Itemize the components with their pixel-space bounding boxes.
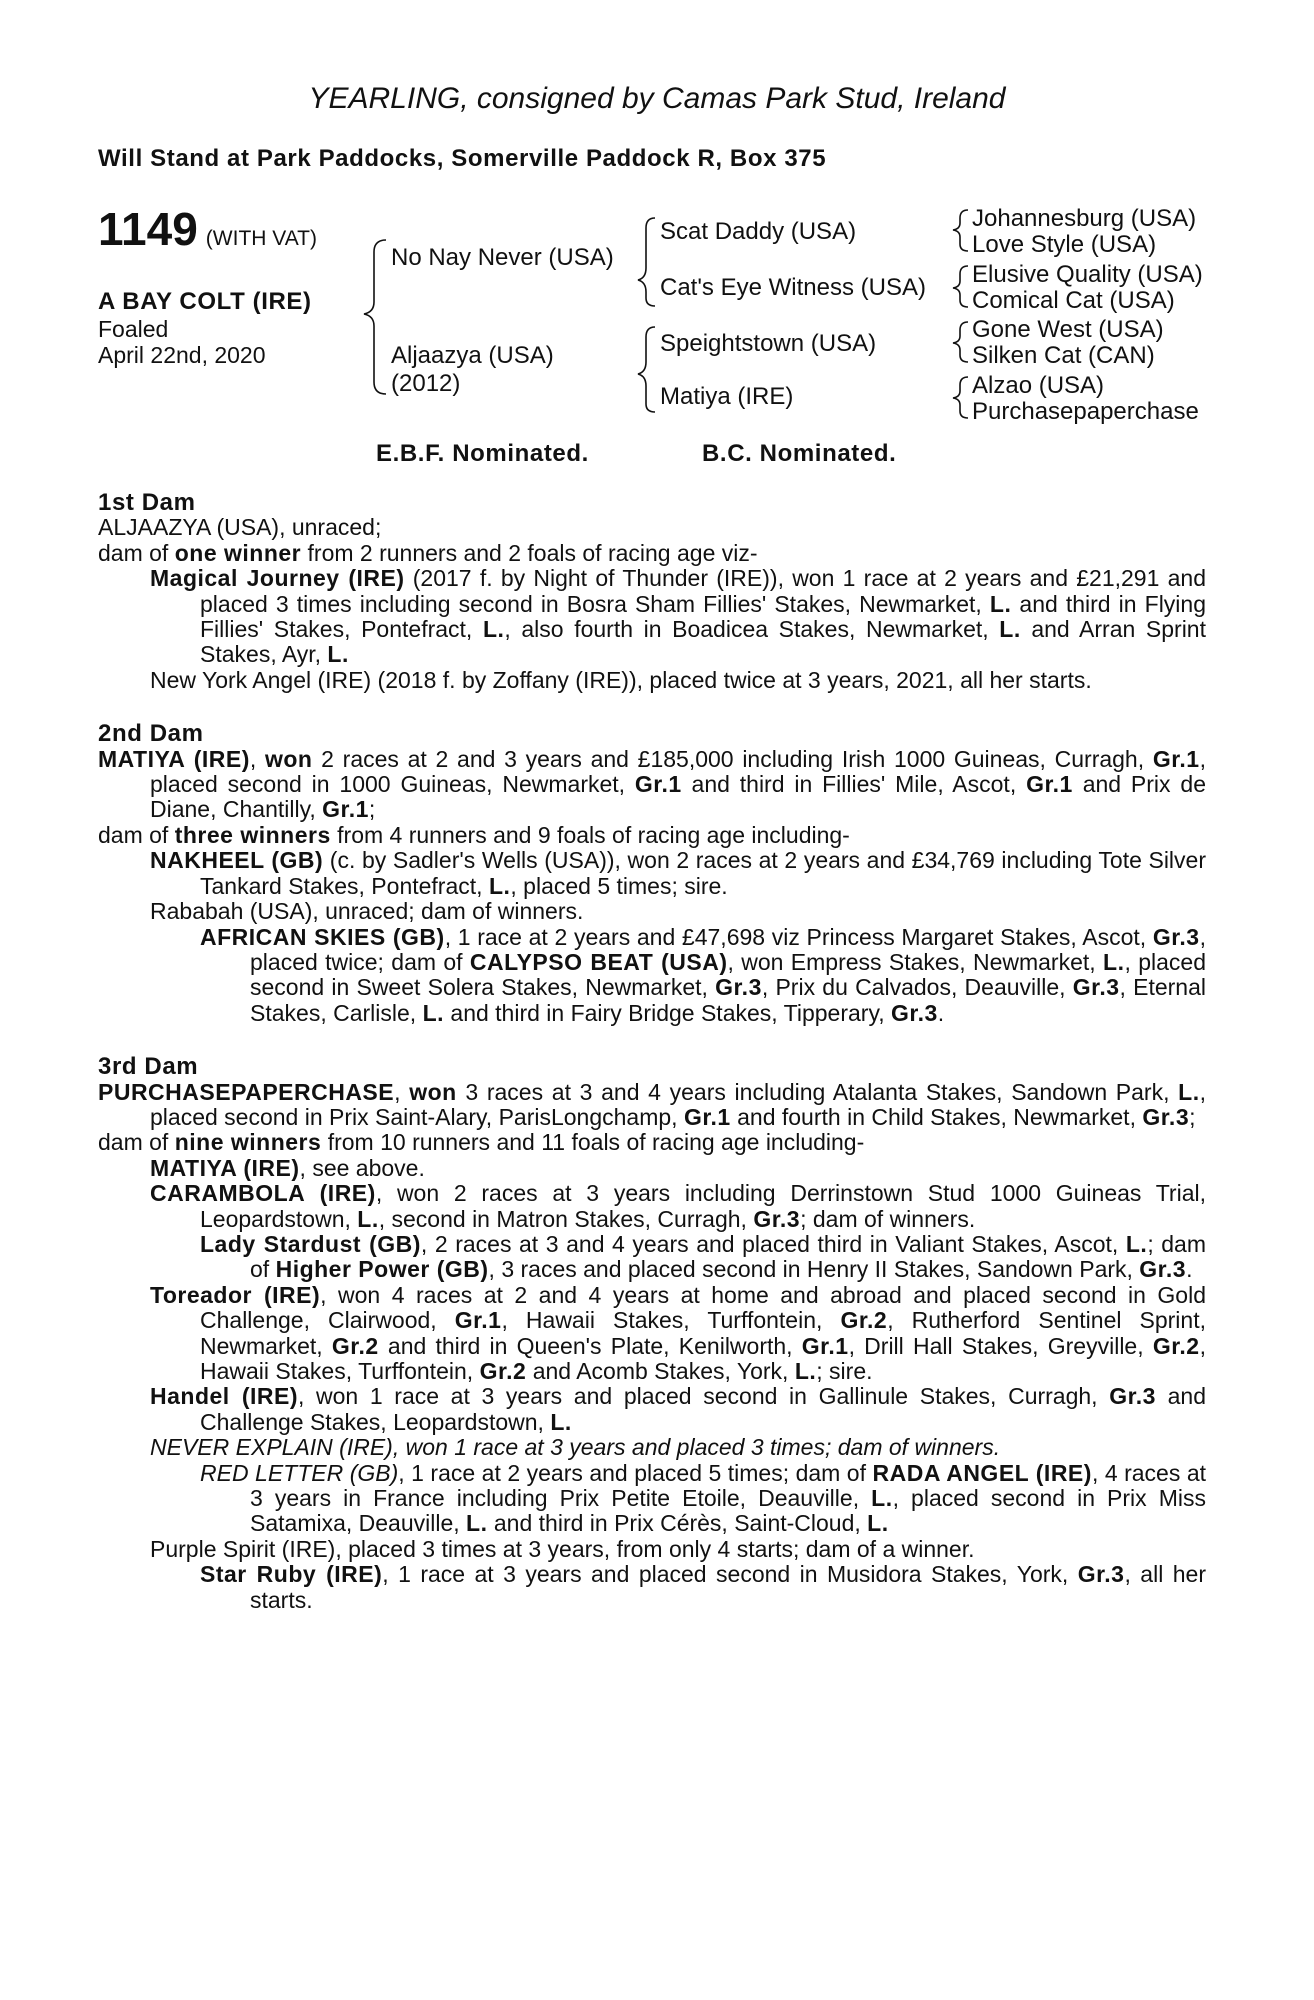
produce-entry	[98, 848, 1206, 899]
text: and third in Queen's Plate, Kenilworth,	[378, 1332, 802, 1359]
produce-entry	[98, 1181, 1206, 1232]
text: , won 2 races at 3 years including Derrinstown Stud 1000 Guineas Trial, Leopardstown,	[200, 1180, 1206, 1232]
grade-label: L.	[357, 1205, 379, 1232]
text: 2 races at 2 and 3 years and £185,000 including Irish 1000 Guineas, Curragh,	[312, 745, 1153, 772]
produce-entry: New York Angel (IRE) (2018 f. by Zoffany (IRE)), placed twice at 3 years, 2021, all her starts.	[150, 666, 1092, 693]
first-dam-produce-line	[98, 541, 1206, 566]
bracket-g4	[953, 377, 968, 418]
grade-label: Gr.2	[479, 1358, 527, 1384]
horse-name: MATIYA (IRE)	[150, 1154, 300, 1181]
grade-label: Gr.2	[840, 1307, 888, 1334]
grade-label: L.	[482, 616, 505, 643]
text: from 10 runners and 11 foals of racing age including-	[321, 1129, 865, 1156]
horse-name: Handel (IRE)	[150, 1383, 298, 1410]
pedigree-dam: Aljaazya (USA)	[391, 342, 554, 369]
grade-label: Gr.3	[1109, 1383, 1156, 1410]
pedigree-g1: Johannesburg (USA)	[972, 205, 1197, 232]
lot-description: A BAY COLT (IRE)	[98, 288, 312, 315]
grade-label: Gr.2	[1152, 1332, 1200, 1359]
pedigree-dam-sire: Speightstown (USA)	[660, 330, 877, 357]
grade-label: Gr.3	[1139, 1256, 1187, 1283]
text: and fourth in Child Stakes, Newmarket,	[730, 1103, 1143, 1130]
text: , all her starts.	[250, 1561, 1206, 1613]
grade-label: L.	[871, 1485, 893, 1512]
horse-name: NAKHEEL (GB)	[150, 847, 324, 874]
grade-label: L.	[1125, 1230, 1148, 1257]
text: and third in Fairy Bridge Stakes, Tipperary,	[444, 999, 892, 1026]
text: , 1 race at 3 years and placed second in Musidora Stakes, York,	[382, 1561, 1078, 1588]
won-label: won	[264, 745, 313, 772]
grade-label: L.	[466, 1510, 488, 1537]
grade-label: Gr.1	[683, 1103, 731, 1130]
ebf-nomination: E.B.F. Nominated.	[376, 440, 589, 467]
text: and Challenge Stakes, Leopardstown,	[200, 1383, 1207, 1435]
pedigree-g5: Gone West (USA)	[972, 316, 1164, 343]
grade-label: Gr.3	[715, 974, 762, 1001]
pedigree-sire-sire: Scat Daddy (USA)	[660, 218, 857, 245]
horse-name: Toreador (IRE)	[150, 1281, 321, 1308]
text: and third in Prix Cérès, Saint-Cloud,	[487, 1510, 868, 1537]
produce-entry	[98, 1156, 1206, 1181]
grade-label: Gr.1	[322, 796, 369, 823]
grade-label: L.	[794, 1358, 817, 1384]
bracket-g2	[953, 266, 968, 307]
produce-entry	[98, 1283, 1206, 1385]
foaled-date: April 22nd, 2020	[98, 342, 266, 368]
text: ,	[249, 745, 265, 772]
grandproduce-entry	[98, 1232, 1206, 1283]
grade-label: Gr.1	[454, 1307, 502, 1334]
text: , placed second in Prix Saint-Alary, ParisLongchamp,	[150, 1078, 1207, 1130]
grade-label: L.	[488, 872, 511, 899]
first-dam-heading: 1st Dam	[98, 489, 196, 516]
text: .	[937, 999, 945, 1026]
horse-name: AFRICAN SKIES (GB)	[200, 923, 445, 950]
grade-label: Gr.3	[1152, 923, 1200, 950]
first-dam-section	[98, 490, 1206, 693]
horse-name: Lady Stardust (GB)	[200, 1230, 421, 1257]
pedigree-dam-dam: Matiya (IRE)	[660, 383, 794, 410]
text: , 2 races at 3 and 4 years and placed third in Valiant Stakes, Ascot,	[420, 1230, 1126, 1257]
pedigree-g2: Love Style (USA)	[972, 231, 1157, 258]
pedigree-sire-dam: Cat's Eye Witness (USA)	[660, 274, 926, 301]
text: ; sire.	[816, 1358, 873, 1384]
pedigree-g6: Silken Cat (CAN)	[972, 342, 1155, 369]
grade-label: L.	[867, 1510, 889, 1537]
grade-label: L.	[327, 641, 349, 668]
grade-label: L.	[422, 999, 445, 1026]
grade-label: L.	[1178, 1078, 1200, 1105]
grade-label: Gr.1	[801, 1332, 849, 1359]
text: , Hawaii Stakes, Turffontein,	[501, 1307, 841, 1334]
text: , won 4 races at 2 and 4 years at home and abroad and placed second in Gold Challenge, Clairwood,	[200, 1281, 1207, 1334]
grade-label: Gr.3	[1142, 1103, 1190, 1130]
horse-name: MATIYA (IRE)	[98, 745, 250, 772]
third-dam-section	[98, 1054, 1206, 1613]
second-dam-record	[98, 747, 1206, 823]
bracket-g3	[953, 322, 968, 362]
produce-entry: Purple Spirit (IRE), placed 3 times at 3 years, from only 4 starts; dam of a winner.	[150, 1535, 975, 1562]
text: , also fourth in Boadicea Stakes, Newmarket,	[504, 616, 1000, 643]
text: , placed twice; dam of	[250, 923, 1206, 975]
grade-label: L.	[550, 1408, 572, 1435]
second-dam-section	[98, 721, 1206, 1026]
bracket-sire	[638, 218, 655, 306]
winner-count: three winners	[174, 821, 331, 848]
text: , 1 race at 2 years and placed 5 times; dam of	[398, 1459, 873, 1486]
text: from 2 runners and 2 foals of racing age viz-	[301, 539, 758, 566]
grade-label: L.	[1103, 948, 1125, 975]
horse-name: Higher Power (GB)	[275, 1256, 489, 1283]
foaled-label: Foaled	[98, 316, 169, 342]
grade-label: Gr.1	[634, 771, 682, 798]
text: , Prix du Calvados, Deauville,	[761, 974, 1073, 1001]
text: , placed 5 times; sire.	[510, 872, 728, 899]
grade-label: Gr.2	[331, 1332, 379, 1359]
consignor-line: YEARLING, consigned by Camas Park Stud, Ireland	[308, 82, 1006, 115]
text: , Hawaii Stakes, Turffontein,	[200, 1332, 1206, 1384]
grandproduce-entry	[98, 925, 1206, 1027]
family-notes	[98, 490, 1206, 1613]
produce-entry: NEVER EXPLAIN (IRE), won 1 race at 3 years and placed 3 times; dam of winners.	[150, 1434, 1001, 1461]
pedigree-g7: Alzao (USA)	[972, 372, 1105, 399]
pedigree-g4: Comical Cat (USA)	[972, 287, 1175, 314]
text: , 1 race at 2 years and £47,698 viz Princess Margaret Stakes, Ascot,	[444, 923, 1153, 950]
text: from 4 runners and 9 foals of racing age including-	[330, 821, 850, 848]
text: ; dam of	[250, 1230, 1207, 1283]
grade-label: Gr.1	[1152, 745, 1200, 772]
winner-count: one winner	[174, 539, 302, 566]
horse-name: RADA ANGEL (IRE)	[872, 1459, 1092, 1486]
text: , placed second in Prix Miss Satamixa, Deauville,	[250, 1485, 1206, 1537]
text: , Rutherford Sentinel Sprint, Newmarket,	[200, 1307, 1206, 1359]
horse-name: Magical Journey (IRE)	[150, 565, 405, 592]
text: ,	[394, 1078, 410, 1105]
text: ;	[368, 796, 376, 823]
grade-label: L.	[999, 616, 1021, 643]
third-dam-produce-line	[98, 1130, 1206, 1155]
horse-name: Star Ruby (IRE)	[200, 1561, 383, 1588]
text: and third in Flying Fillies' Stakes, Pontefract,	[200, 590, 1206, 643]
pedigree-g3: Elusive Quality (USA)	[972, 261, 1203, 288]
grandproduce-entry	[98, 1461, 1206, 1537]
grade-label: Gr.3	[1077, 1561, 1125, 1588]
horse-name: CALYPSO BEAT (USA)	[469, 948, 728, 975]
text: , placed second in Sweet Solera Stakes, Newmarket,	[250, 948, 1206, 1001]
winner-count: nine winners	[174, 1129, 322, 1156]
text: , second in Matron Stakes, Curragh,	[378, 1205, 754, 1232]
text: ; dam of winners.	[800, 1205, 976, 1232]
text: (2017 f. by Night of Thunder (IRE)), won 1 race at 2 years and £21,291 and placed 3 times including second in Bosra Sham Fillies' Stakes, Newmarket,	[200, 565, 1206, 617]
text: , Drill Hall Stakes, Greyville,	[848, 1332, 1153, 1359]
bracket-main	[364, 240, 386, 394]
stand-location: Will Stand at Park Paddocks, Somerville Paddock R, Box 375	[98, 145, 827, 172]
second-dam-heading: 2nd Dam	[98, 720, 204, 748]
text: and third in Fillies' Mile, Ascot,	[681, 771, 1027, 798]
horse-name: CARAMBOLA (IRE)	[150, 1180, 376, 1207]
pedigree-dam-year: (2012)	[391, 370, 461, 397]
grade-label: Gr.3	[891, 999, 938, 1026]
text: dam of	[98, 821, 175, 848]
text: dam of	[98, 539, 175, 566]
bracket-g1	[953, 210, 968, 251]
text: and Prix de Diane, Chantilly,	[150, 771, 1206, 823]
bc-nomination: B.C. Nominated.	[702, 440, 897, 467]
text: .	[1186, 1256, 1193, 1283]
lot-number: 1149	[98, 203, 198, 255]
grandproduce-entry	[98, 1562, 1206, 1613]
produce-entry	[98, 1384, 1206, 1435]
grade-label: Gr.3	[1072, 974, 1120, 1001]
vat-note: (WITH VAT)	[205, 227, 317, 250]
text: , 3 races and placed second in Henry II Stakes, Sandown Park,	[488, 1256, 1140, 1283]
horse-name: RED LETTER (GB)	[200, 1459, 399, 1486]
horse-name: PURCHASEPAPERCHASE	[98, 1078, 395, 1105]
grade-label: Gr.3	[753, 1205, 801, 1232]
bracket-dam	[638, 327, 655, 412]
third-dam-heading: 3rd Dam	[98, 1053, 199, 1081]
text: , Eternal Stakes, Carlisle,	[250, 974, 1207, 1026]
text: , won Empress Stakes, Newmarket,	[727, 948, 1104, 975]
second-dam-produce-line	[98, 823, 1206, 848]
text: (c. by Sadler's Wells (USA)), won 2 races at 2 years and £34,769 including Tote Silver Tankard Stakes, Pontefract,	[200, 847, 1206, 899]
won-label: won	[409, 1078, 457, 1105]
first-dam-name-line: ALJAAZYA (USA), unraced;	[98, 514, 382, 541]
pedigree-sire: No Nay Never (USA)	[391, 244, 614, 271]
text: dam of	[98, 1129, 175, 1156]
third-dam-record	[98, 1080, 1206, 1131]
text: ;	[1189, 1103, 1196, 1130]
text: 3 races at 3 and 4 years including Atalanta Stakes, Sandown Park,	[456, 1078, 1179, 1105]
text: , won 1 race at 3 years and placed second in Gallinule Stakes, Curragh,	[297, 1383, 1110, 1410]
grade-label: L.	[989, 590, 1012, 617]
text: , placed second in 1000 Guineas, Newmarket,	[150, 745, 1206, 798]
grade-label: Gr.1	[1026, 771, 1073, 798]
text: and Acomb Stakes, York,	[526, 1358, 795, 1384]
text: , see above.	[299, 1154, 425, 1181]
produce-entry: Rababah (USA), unraced; dam of winners.	[150, 898, 584, 925]
pedigree-g8: Purchasepaperchase	[972, 398, 1199, 425]
text: and Arran Sprint Stakes, Ayr,	[200, 616, 1206, 668]
produce-entry	[98, 566, 1206, 668]
text: , 4 races at 3 years in France including Prix Petite Etoile, Deauville,	[250, 1459, 1207, 1512]
